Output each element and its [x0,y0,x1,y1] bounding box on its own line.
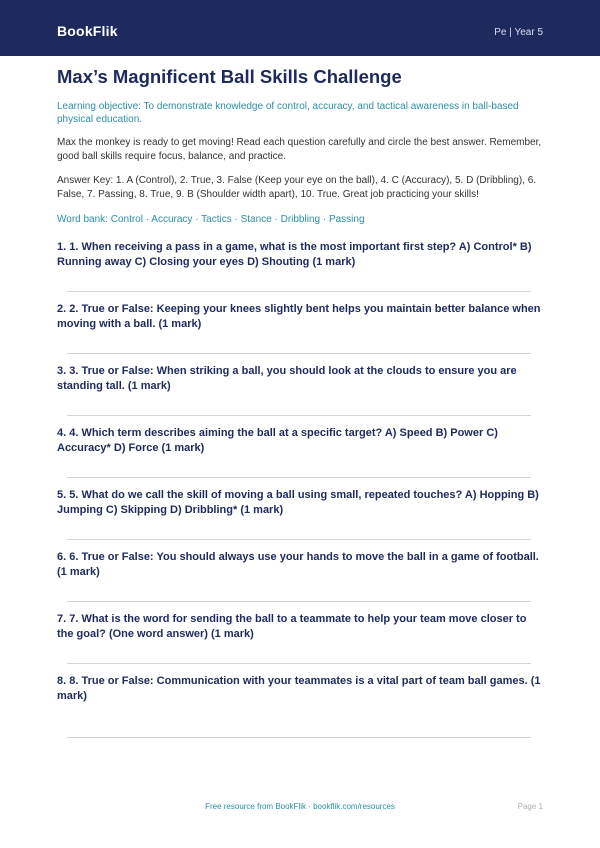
question-2 [57,302,543,364]
answer-line [67,663,531,664]
answer-line [67,477,531,478]
answer-line [67,415,531,416]
question-7 [57,612,543,674]
brand-logo-text[interactable]: BookFlik [57,23,118,39]
learning-objective: Learning objective: To demonstrate knowledge of control, accuracy, and tactical awareness in ball-based physical education. [57,101,519,125]
intro-text: Max the monkey is ready to get moving! Read each question carefully and circle the best answer. Remember, good ball skills require focus, balance, and practice. [57,137,542,162]
answer-line [67,601,531,602]
question-6 [57,550,543,612]
question-4 [57,426,543,488]
page-number: Page 1 [517,802,543,811]
worksheet-content [57,66,543,736]
question-text: 6. 6. True or False: You should always use your hands to move the ball in a game of football. (1 mark) [57,551,539,578]
question-1 [57,240,543,302]
answer-line [67,353,531,354]
question-5 [57,488,543,550]
worksheet-title: Max’s Magnificent Ball Skills Challenge [57,66,402,87]
answer-line [67,737,531,738]
header-bar [0,0,600,56]
question-text: 7. 7. What is the word for sending the ball to a teammate to help your team move closer to the goal? (One word answer) (1 mark) [57,613,527,640]
subject-year-label: Pe | Year 5 [494,27,543,38]
answer-line [67,539,531,540]
question-text: 8. 8. True or False: Communication with your teammates is a vital part of team ball games. (1 mark) [57,675,541,702]
question-text: 2. 2. True or False: Keeping your knees slightly bent helps you maintain better balance when moving with a ball. (1 mark) [57,303,541,330]
question-text: 3. 3. True or False: When striking a ball, you should look at the clouds to ensure you are standing tall. (1 mark) [57,365,517,392]
question-text: 1. 1. When receiving a pass in a game, what is the most important first step? A) Control* B) Running away C) Closing your eyes D) Shouting (1 mark) [57,241,532,268]
question-8 [57,674,543,736]
footer-resource-link[interactable]: Free resource from BookFlik · bookflik.com/resources [205,802,395,811]
question-list [57,240,543,736]
answer-key: Answer Key: 1. A (Control), 2. True, 3. False (Keep your eye on the ball), 4. C (Accuracy), 5. D (Dribbling), 6. False, 7. Passing, 8. True, 9. B (Shoulder width apart), 10. True. Great job practicing your skills! [57,175,537,200]
word-bank: Word bank: Control · Accuracy · Tactics · Stance · Dribbling · Passing [57,214,365,225]
answer-line [67,291,531,292]
question-text: 5. 5. What do we call the skill of moving a ball using small, repeated touches? A) Hopping B) Jumping C) Skipping D) Dribbling* (1 mark) [57,489,539,516]
question-3 [57,364,543,426]
question-text: 4. 4. Which term describes aiming the ball at a specific target? A) Speed B) Power C) Accuracy* D) Force (1 mark) [57,427,498,454]
